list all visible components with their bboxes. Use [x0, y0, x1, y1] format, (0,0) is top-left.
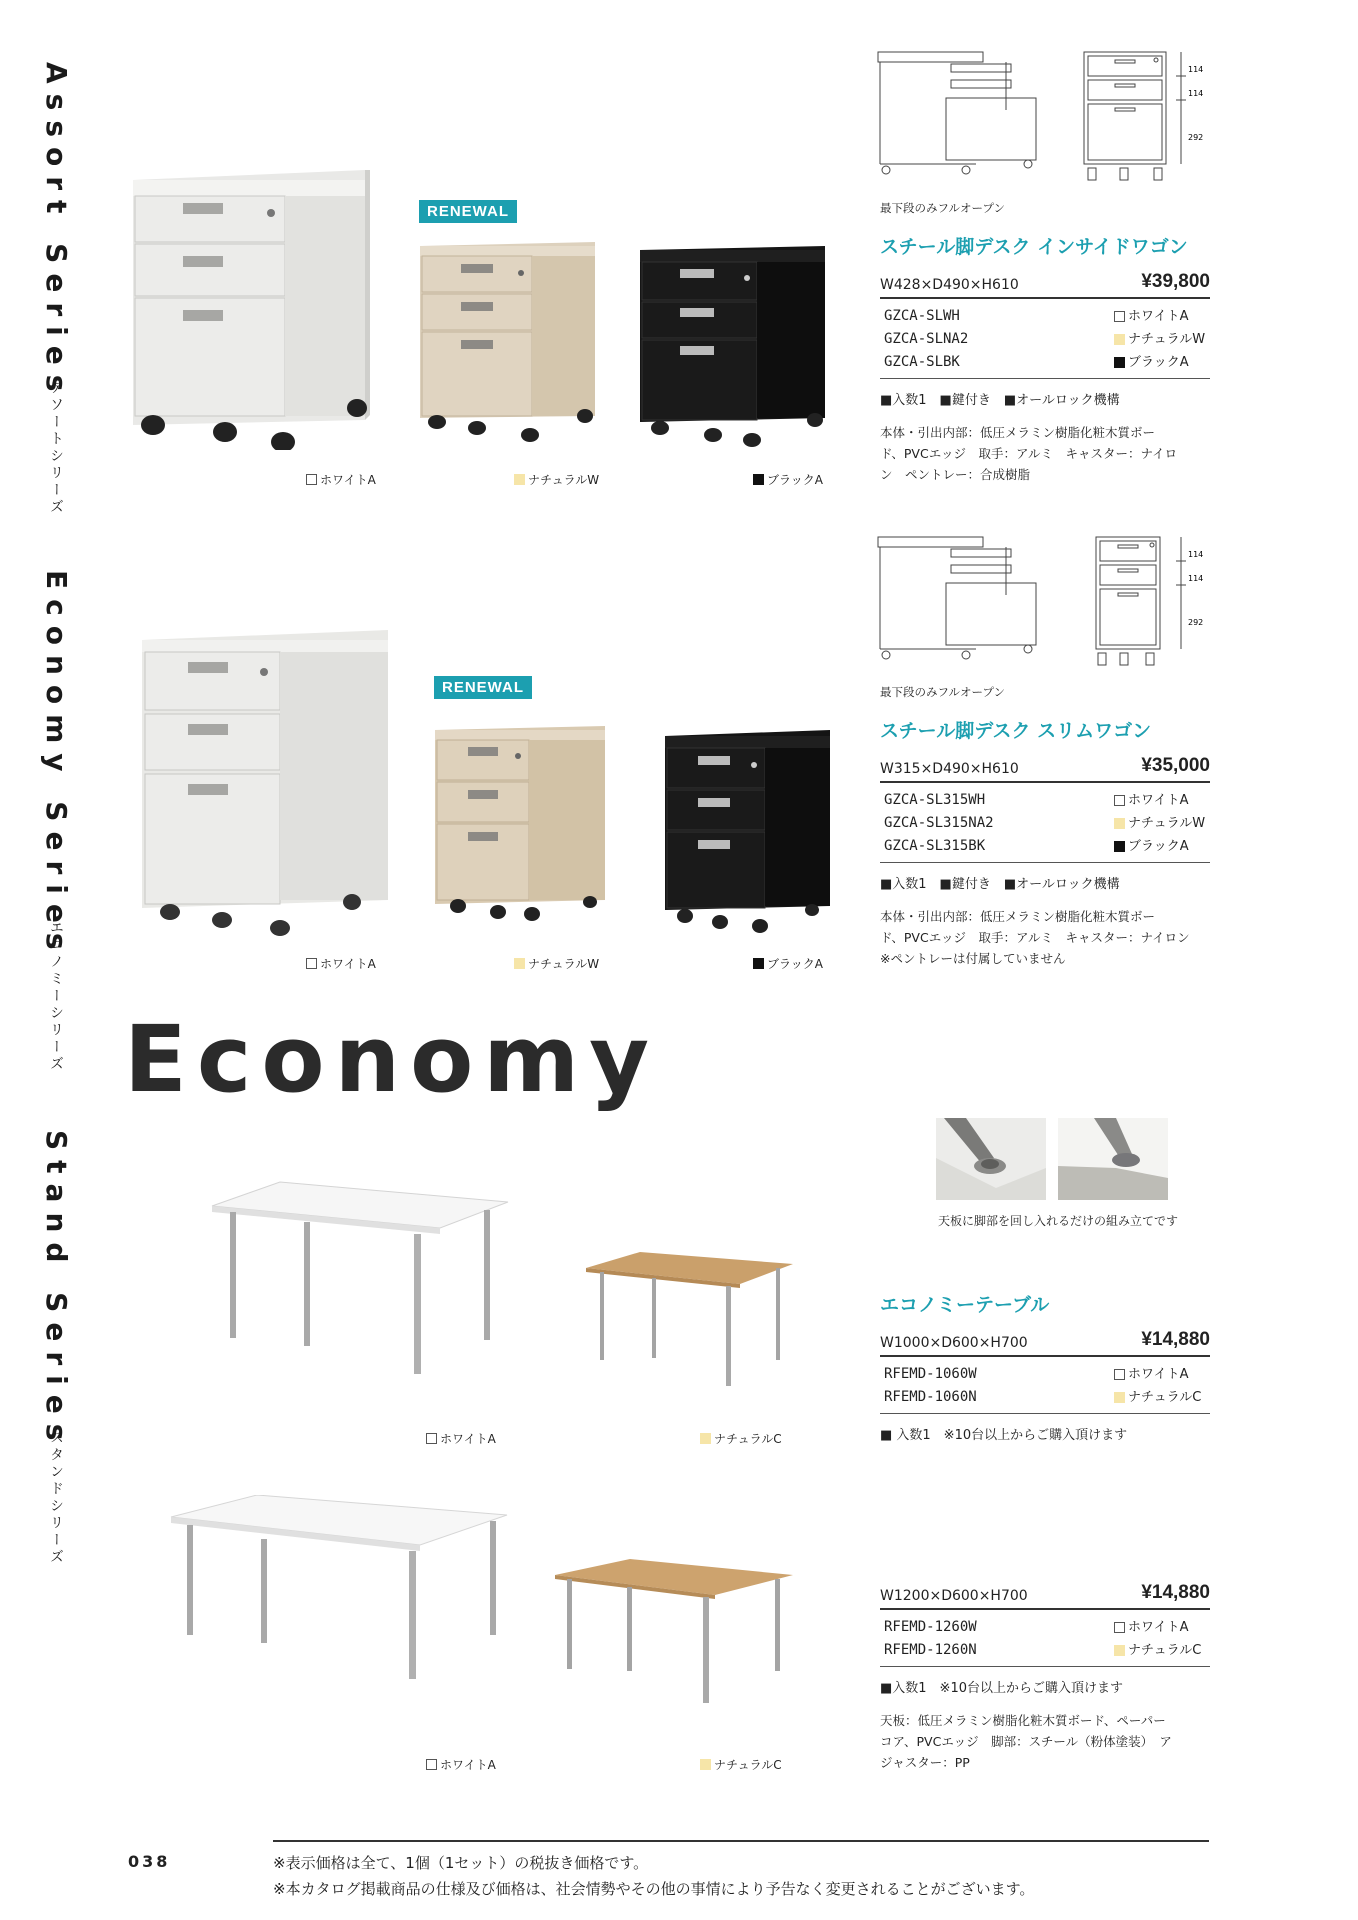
wagon1-dim-2: 114: [1188, 89, 1204, 98]
table2-size: W1200×D600×H700: [880, 1588, 1028, 1604]
wagon1-price: ¥39,800: [1141, 271, 1210, 292]
section-title: Economy: [124, 1006, 660, 1113]
natural-swatch-icon: [700, 1433, 711, 1444]
natural-swatch-icon: [700, 1759, 711, 1770]
table2-photos: [165, 1495, 805, 1725]
renewal-badge: RENEWAL: [434, 676, 532, 699]
wagon2-color-white: ホワイトA: [306, 955, 376, 972]
table1-spec: [880, 1290, 1210, 1443]
wagon2-color-black: ブラックA: [753, 955, 823, 972]
table1-size-row: [880, 1329, 1210, 1357]
table-row: RFEMD-1060N ナチュラルC: [884, 1389, 1202, 1405]
table-row: GZCA-SLBK ブラックA: [884, 354, 1189, 370]
table-row: RFEMD-1260W ホワイトA: [884, 1619, 1189, 1635]
wagon1-codes: [880, 299, 1210, 379]
page-number: 038: [128, 1852, 171, 1871]
black-swatch-icon: [753, 474, 764, 485]
side-label-economy: Economy Series: [40, 570, 73, 960]
wagon1-dim-3: 292: [1188, 133, 1204, 142]
black-swatch-icon: [753, 958, 764, 969]
white-swatch-icon: [426, 1759, 437, 1770]
assembly-photo-2: [1058, 1118, 1168, 1200]
black-swatch-icon: [1114, 841, 1125, 852]
wagon1-size-row: [880, 271, 1210, 299]
table2-white-image: [171, 1495, 507, 1679]
wagon2-size: W315×D490×H610: [880, 761, 1019, 777]
natural-swatch-icon: [514, 958, 525, 969]
white-swatch-icon: [1114, 1622, 1125, 1633]
wagon1-white-image: [133, 170, 370, 450]
wagon2-features: ■入数1 ■鍵付き ■オールロック機構: [880, 877, 1120, 892]
white-swatch-icon: [306, 958, 317, 969]
renewal-badge: RENEWAL: [419, 200, 517, 223]
wagon1-color-white: ホワイトA: [306, 471, 376, 488]
footer-note-1: ※表示価格は全て、1個（1セット）の税抜き価格です。: [273, 1854, 649, 1872]
wagon1-title: スチール脚デスク インサイドワゴン: [880, 236, 1188, 258]
table2-color-white: ホワイトA: [426, 1756, 496, 1773]
table1-color-white: ホワイトA: [426, 1430, 496, 1447]
natural-swatch-icon: [514, 474, 525, 485]
wagon1-material: 本体・引出内部：低圧メラミン樹脂化粧木質ボー ド、PVCエッジ 取手：アルミ キャスター：ナイロ ン ペントレー：合成樹脂: [880, 425, 1178, 482]
table-row: GZCA-SLNA2 ナチュラルW: [884, 331, 1206, 347]
white-swatch-icon: [1114, 1369, 1125, 1380]
table-row: RFEMD-1260N ナチュラルC: [884, 1642, 1202, 1658]
wagon2-dim-2: 114: [1188, 574, 1204, 583]
table2-natural-image: [555, 1559, 793, 1703]
wagon1-size: W428×D490×H610: [880, 277, 1019, 293]
wagon1-color-black: ブラックA: [753, 471, 823, 488]
assembly-photo-1: [936, 1118, 1046, 1200]
white-swatch-icon: [1114, 311, 1125, 322]
wagon2-size-row: [880, 755, 1210, 783]
table1-features: ■ 入数1 ※10台以上からご購入頂けます: [880, 1428, 1128, 1443]
assembly-caption: 天板に脚部を回し入れるだけの組み立てです: [938, 1214, 1179, 1228]
table1-codes: [880, 1357, 1210, 1414]
white-swatch-icon: [426, 1433, 437, 1444]
assembly-photos: [936, 1118, 1176, 1202]
wagon2-spec: [880, 716, 1210, 969]
white-swatch-icon: [1114, 795, 1125, 806]
wagon1-drawing: [876, 50, 1216, 190]
table1-color-natural: ナチュラルC: [700, 1430, 782, 1447]
wagon2-price: ¥35,000: [1141, 755, 1210, 776]
table1-natural-image: [586, 1252, 793, 1386]
table-row: RFEMD-1060W ホワイトA: [884, 1366, 1189, 1382]
wagon1-features: ■入数1 ■鍵付き ■オールロック機構: [880, 393, 1120, 408]
wagon2-white-image: [142, 630, 388, 936]
wagon2-color-natural: ナチュラルW: [514, 955, 599, 972]
table2-price: ¥14,880: [1141, 1582, 1210, 1603]
wagon2-dim-1: 114: [1188, 550, 1204, 559]
wagon2-material: 本体・引出内部：低圧メラミン樹脂化粧木質ボー ド、PVCエッジ 取手：アルミ キャスター：ナイロン ※ペントレーは付属していません: [880, 909, 1190, 966]
wagon1-note: 最下段のみフルオープン: [880, 201, 1006, 215]
wagon2-title: スチール脚デスク スリムワゴン: [880, 720, 1152, 742]
wagon2-black-image: [665, 730, 830, 933]
table2-spec: [880, 1582, 1210, 1773]
natural-swatch-icon: [1114, 818, 1125, 829]
table2-codes: [880, 1610, 1210, 1667]
footer-note-2: ※本カタログ掲載商品の仕様及び価格は、社会情勢やその他の事情により予告なく変更されることがございます。: [273, 1880, 1035, 1898]
table2-features: ■入数1 ※10台以上からご購入頂けます: [880, 1681, 1123, 1696]
wagon2-dim-3: 292: [1188, 618, 1204, 627]
natural-swatch-icon: [1114, 1645, 1125, 1656]
side-label-assort: Assort Series: [40, 62, 73, 402]
side-label-economy-ja: エコノミーシリーズ: [48, 920, 64, 1073]
white-swatch-icon: [306, 474, 317, 485]
wagon2-natural-image: [435, 726, 605, 921]
table1-title: エコノミーテーブル: [880, 1294, 1050, 1316]
natural-swatch-icon: [1114, 334, 1125, 345]
black-swatch-icon: [1114, 357, 1125, 368]
natural-swatch-icon: [1114, 1392, 1125, 1403]
table1-size: W1000×D600×H700: [880, 1335, 1028, 1351]
table1-price: ¥14,880: [1141, 1329, 1210, 1350]
wagon1-spec: [880, 232, 1210, 485]
side-label-assort-ja: アソートシリーズ: [48, 380, 64, 516]
table2-material: 天板：低圧メラミン樹脂化粧木質ボード、ペーパー コア、PVCエッジ 脚部：スチール（粉体塗装） ア ジャスター：PP: [880, 1713, 1172, 1770]
wagon2-drawing: [876, 535, 1216, 675]
table-row: GZCA-SL315BK ブラックA: [884, 838, 1189, 854]
table1-photos: [200, 1180, 800, 1420]
wagon2-note: 最下段のみフルオープン: [880, 685, 1006, 699]
wagon2-codes: [880, 783, 1210, 863]
wagon1-black-image: [640, 246, 825, 447]
table1-white-image: [212, 1182, 508, 1374]
table2-color-natural: ナチュラルC: [700, 1756, 782, 1773]
table-row: GZCA-SL315NA2 ナチュラルW: [884, 815, 1206, 831]
side-label-stand: Stand Series: [40, 1130, 73, 1451]
wagon2-photos: [140, 610, 840, 940]
wagon1-dim-1: 114: [1188, 65, 1204, 74]
table2-size-row: [880, 1582, 1210, 1610]
footer-divider: [273, 1840, 1209, 1842]
table-row: GZCA-SLWH ホワイトA: [884, 308, 1189, 324]
wagon1-natural-image: [420, 242, 595, 442]
side-label-stand-ja: スタンドシリーズ: [48, 1430, 64, 1566]
table-row: GZCA-SL315WH ホワイトA: [884, 792, 1189, 808]
wagon1-color-natural: ナチュラルW: [514, 471, 599, 488]
